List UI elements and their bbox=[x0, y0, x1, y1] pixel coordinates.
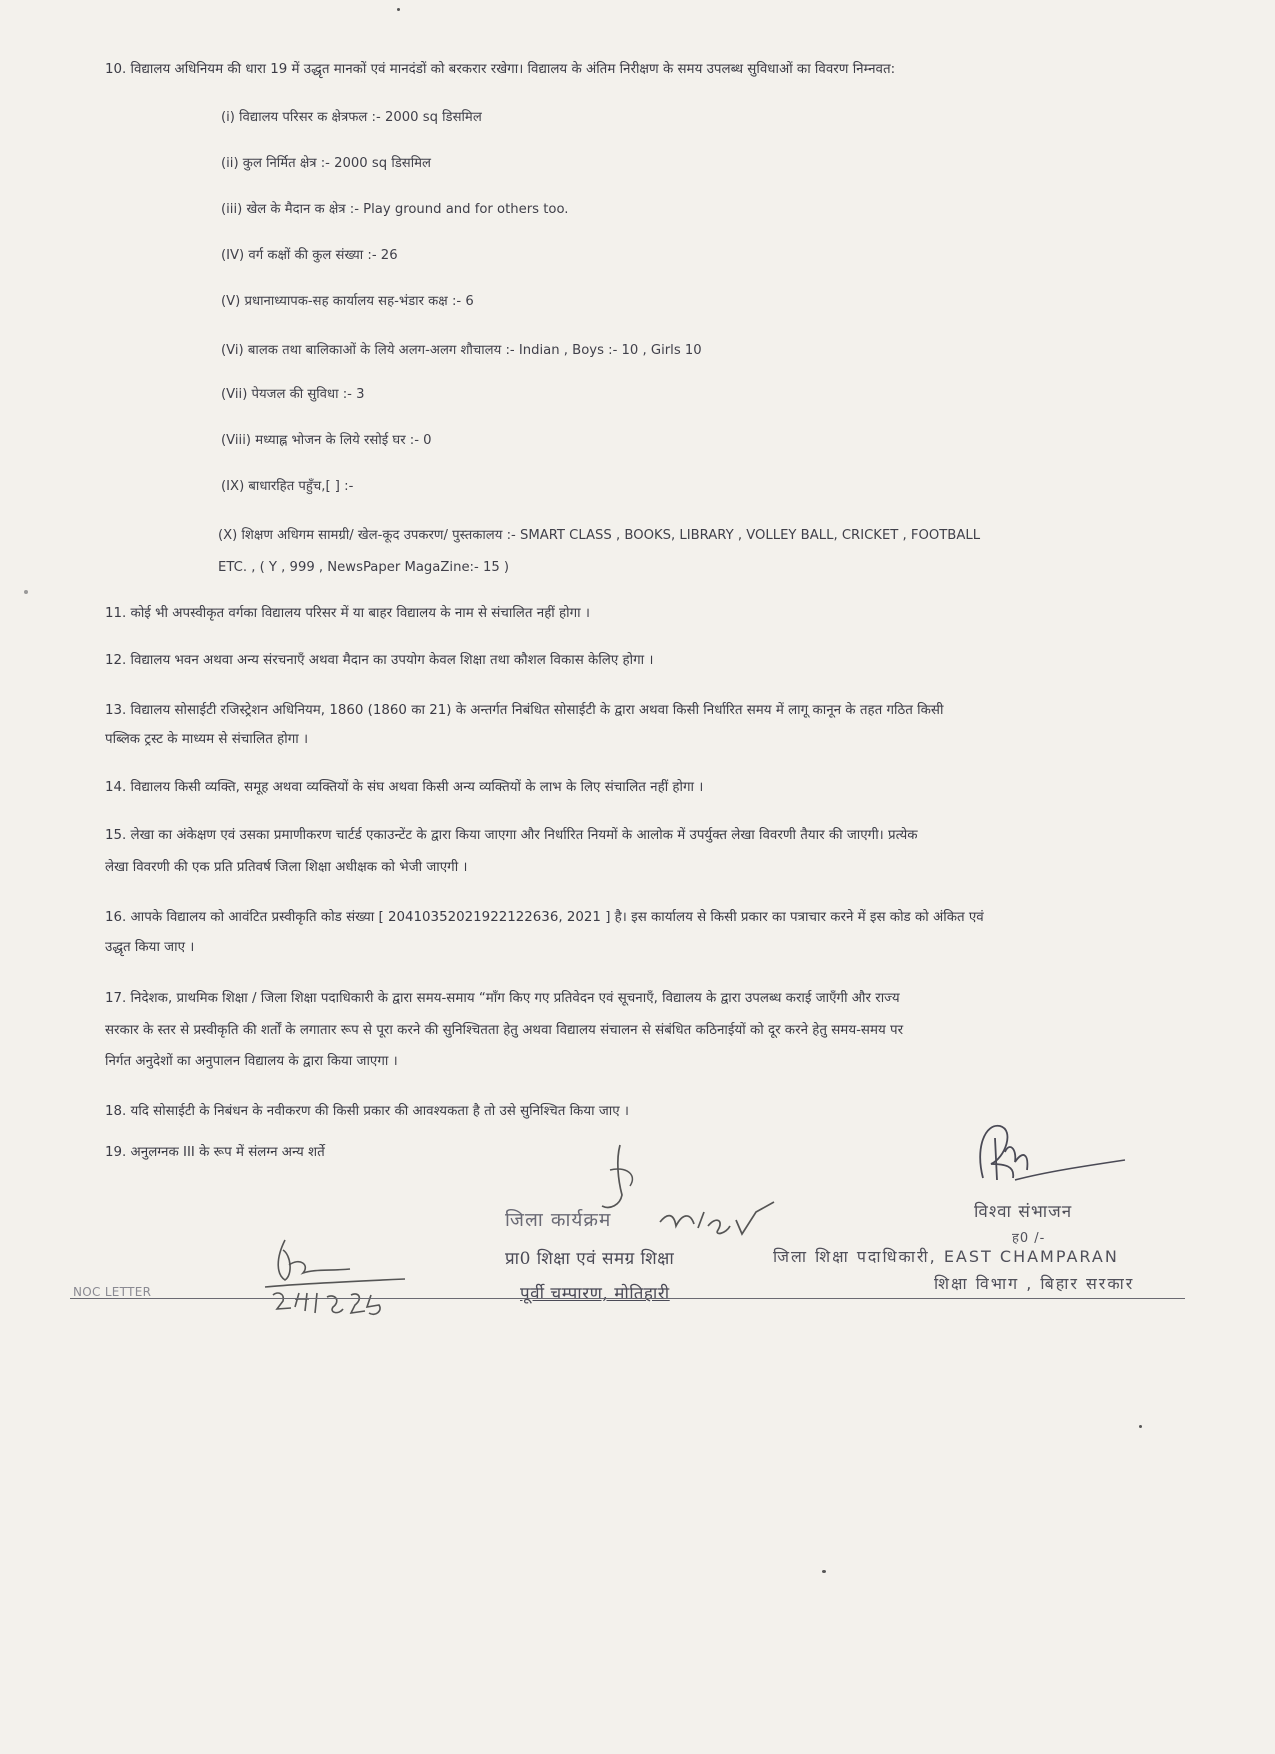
facility-item: (Vii) पेयजल की सुविधा :- 3 bbox=[221, 387, 365, 402]
official-department: शिक्षा विभाग , बिहार सरकार bbox=[934, 1274, 1135, 1293]
handwritten-signature-left bbox=[255, 1235, 415, 1320]
facility-item: (ii) कुल निर्मित क्षेत्र :- 2000 sq डिसमिल bbox=[221, 156, 431, 171]
stamp-line-3: पूर्वी चम्पारण, मोतिहारी bbox=[520, 1284, 670, 1304]
official-signed-mark: ह0 /- bbox=[1012, 1231, 1046, 1246]
official-name: विश्वा संभाजन bbox=[974, 1202, 1073, 1222]
scan-speck bbox=[397, 8, 400, 11]
stamp-line-1: जिला कार्यक्रम bbox=[505, 1209, 612, 1231]
facility-item: (IX) बाधारहित पहुँच,[ ] :- bbox=[221, 479, 354, 494]
facility-item: (IV) वर्ग कक्षों की कुल संख्या :- 26 bbox=[221, 248, 398, 263]
clause-14: 14. विद्यालय किसी व्यक्ति, समूह अथवा व्यक्तियों के संघ अथवा किसी अन्य व्यक्तियों के लाभ के लिए संचालित नहीं होगा । bbox=[105, 780, 704, 795]
clause-19: 19. अनुलग्नक III के रूप में संलग्न अन्य शर्ते bbox=[105, 1145, 325, 1160]
clause-10: 10. विद्यालय अधिनियम की धारा 19 में उद्धृत मानकों एवं मानदंडों को बरकरार रखेगा। विद्यालय के अंतिम निरीक्षण के समय उपलब्ध सुविधाओं का विवरण निम्नवत: bbox=[105, 62, 896, 77]
noc-letter-label: NOC LETTER bbox=[73, 1285, 152, 1299]
footer-rule bbox=[70, 1298, 1185, 1299]
facility-item: (Viii) मध्याह्न भोजन के लिये रसोई घर :- 0 bbox=[221, 433, 432, 448]
scan-speck bbox=[24, 590, 28, 594]
clause-15-line2: लेखा विवरणी की एक प्रति प्रतिवर्ष जिला शिक्षा अधीक्षक को भेजी जाएगी । bbox=[105, 860, 468, 875]
facility-item: (V) प्रधानाध्यापक-सह कार्यालय सह-भंडार कक्ष :- 6 bbox=[221, 294, 474, 309]
facility-item-x-line1: (X) शिक्षण अधिगम सामग्री/ खेल-कूद उपकरण/ पुस्तकालय :- SMART CLASS , BOOKS, LIBRARY , VOLLEY BALL, CRICKET , FOOTBALL bbox=[218, 528, 981, 543]
official-designation: जिला शिक्षा पदाधिकारी, EAST CHAMPARAN bbox=[773, 1247, 1119, 1266]
scan-speck bbox=[822, 1570, 826, 1573]
clause-16-line2: उद्धृत किया जाए । bbox=[105, 940, 195, 955]
clause-17-line2: सरकार के स्तर से प्रस्वीकृति की शर्तों के लगातार रूप से पूरा करने की सुनिश्चितता हेतु अथवा विद्यालय संचालन से संबंधित कठिनाईयों को दूर करने हेतु समय-समय पर bbox=[105, 1023, 904, 1038]
clause-12: 12. विद्यालय भवन अथवा अन्य संरचनाएँ अथवा मैदान का उपयोग केवल शिक्षा तथा कौशल विकास केलिए होगा । bbox=[105, 653, 654, 668]
handwritten-signature-center bbox=[590, 1140, 780, 1250]
clause-18: 18. यदि सोसाईटी के निबंधन के नवीकरण की किसी प्रकार की आवश्यकता है तो उसे सुनिश्चित किया जाए । bbox=[105, 1104, 629, 1119]
clause-13-line1: 13. विद्यालय सोसाईटी रजिस्ट्रेशन अधिनियम, 1860 (1860 का 21) के अन्तर्गत निबंधित सोसाईटी के द्वारा अथवा किसी निर्धारित समय में लागू कानून के तहत गठित किसी bbox=[105, 703, 944, 718]
scan-speck bbox=[1139, 1425, 1142, 1428]
facility-item: (iii) खेल के मैदान क क्षेत्र :- Play ground and for others too. bbox=[221, 202, 569, 217]
facility-item: (i) विद्यालय परिसर क क्षेत्रफल :- 2000 sq डिसमिल bbox=[221, 110, 482, 125]
clause-13-line2: पब्लिक ट्रस्ट के माध्यम से संचालित होगा । bbox=[105, 732, 309, 747]
clause-11: 11. कोई भी अपस्वीकृत वर्गका विद्यालय परिसर में या बाहर विद्यालय के नाम से संचालित नहीं होगा । bbox=[105, 606, 590, 621]
facility-item: (Vi) बालक तथा बालिकाओं के लिये अलग-अलग शौचालय :- Indian , Boys :- 10 , Girls 10 bbox=[221, 343, 702, 358]
facility-item-x-line2: ETC. , ( Y , 999 , NewsPaper MagaZine:- 15 ) bbox=[218, 560, 510, 575]
clause-15-line1: 15. लेखा का अंकेक्षण एवं उसका प्रमाणीकरण चार्टर्ड एकाउन्टेंट के द्वारा किया जाएगा और निर्धारित नियमों के आलोक में उपर्युक्त लेखा विवरणी तैयार की जाएगी। प्रत्येक bbox=[105, 828, 918, 843]
clause-17-line3: निर्गत अनुदेशों का अनुपालन विद्यालय के द्वारा किया जाएगा । bbox=[105, 1054, 398, 1069]
clause-17-line1: 17. निदेशक, प्राथमिक शिक्षा / जिला शिक्षा पदाधिकारी के द्वारा समय-समाय “माँग किए गए प्रतिवेदन एवं सूचनाएँ, विद्यालय के द्वारा उपलब्ध कराई जाएँगी और राज्य bbox=[105, 991, 900, 1006]
stamp-line-2: प्रा0 शिक्षा एवं समग्र शिक्षा bbox=[505, 1249, 675, 1269]
clause-16-line1: 16. आपके विद्यालय को आवंटित प्रस्वीकृति कोड संख्या [ 2041035202192212​2636, 2021 ] है। इस कार्यालय से किसी प्रकार का पत्राचार करने में इस कोड को अंकित एवं bbox=[105, 910, 984, 925]
